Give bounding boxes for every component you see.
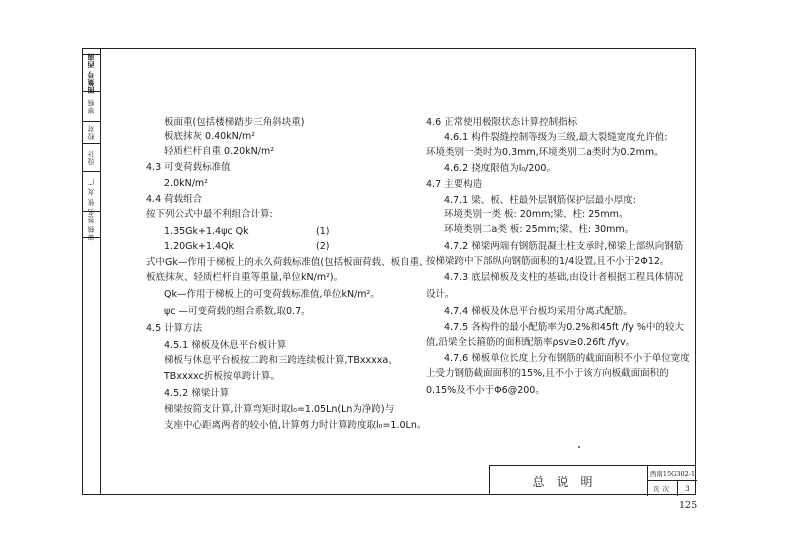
right_column-line-text: 按梯梁跨中下部纵向钢筋面积的1/4设置,且不小于2Φ12。 bbox=[426, 256, 670, 267]
left_column-line bbox=[164, 372, 280, 382]
side-strip-label: 图集号 西南 bbox=[87, 52, 95, 94]
title-block bbox=[489, 465, 696, 495]
right_column-line bbox=[426, 148, 664, 158]
left_column-line bbox=[164, 356, 398, 366]
left_column-line-text: 1.20Gk+1.4Qk bbox=[164, 241, 235, 252]
right_column-line bbox=[426, 386, 545, 396]
left_column-line-text: 4.4 荷载组合 bbox=[146, 194, 203, 205]
right_column-line bbox=[426, 257, 669, 267]
left_column-line-text: 4.5.1 梯板及休息平台板计算 bbox=[164, 340, 287, 351]
right_column-line-text: 4.7.2 梯梁两端有钢筋混凝土柱支承时,梯梁上部纵向钢筋 bbox=[444, 241, 684, 252]
stray-mark bbox=[578, 446, 580, 448]
left_column-line bbox=[164, 389, 229, 399]
side-strip-cell bbox=[82, 208, 101, 241]
right_column-line bbox=[426, 180, 482, 190]
right_column-line-text: 环境类别一类 板: 20mm;梁、柱: 25mm。 bbox=[444, 209, 629, 220]
side-strip-label: 审核 签名 bbox=[87, 208, 95, 241]
right_column-line bbox=[444, 164, 556, 174]
left_column-line-text: 支座中心距离两者的较小值,计算剪力时计算跨度取l₀=1.0Ln。 bbox=[164, 420, 427, 431]
left_column-line bbox=[164, 227, 249, 237]
left_column-line bbox=[164, 405, 394, 415]
left_column-line-text: 4.5 计算方法 bbox=[146, 323, 203, 334]
right_column-line-text: 值,沿梁全长箍筋的面积配筋率ρsv≥0.26ft /fyv。 bbox=[426, 337, 636, 348]
left_column-line bbox=[164, 147, 274, 157]
right_column-line bbox=[444, 196, 636, 206]
right_column-line-text: 设计。 bbox=[426, 289, 455, 300]
right_column-line bbox=[426, 369, 669, 379]
right_column-line bbox=[444, 354, 690, 364]
left_column-line-text: 轻质栏杆自重 0.20kN/m² bbox=[164, 146, 275, 157]
sheet-title: 总说明 bbox=[490, 466, 648, 496]
left_column-line-text: 4.3 可变荷载标准值 bbox=[146, 162, 231, 173]
right_column-line-text: 4.7.4 梯板及休息平台板均采用分离式配筋。 bbox=[444, 306, 633, 317]
right_column-line-text: 上受力钢筋截面面积的15%,且不小于该方向板截面面积的 bbox=[426, 368, 669, 379]
right_column-line bbox=[444, 210, 628, 220]
left_column-line-text: 式中Gk—作用于梯板上的永久荷载标准值(包括板面荷载、板自重、 bbox=[146, 257, 429, 268]
right_column-line bbox=[444, 225, 634, 235]
right_column-line bbox=[444, 133, 667, 143]
left_column-line-text: 板底抹灰、轻质栏杆自重等重量,单位kN/m²)。 bbox=[146, 272, 344, 283]
right_column-line-text: 0.15%及不小于Φ6@200。 bbox=[426, 385, 545, 396]
right_column-line bbox=[444, 307, 633, 317]
formula-number: (1) bbox=[316, 226, 330, 237]
left_column-line bbox=[164, 132, 255, 142]
left_column-line bbox=[146, 210, 273, 220]
right_column-line-text: 环境类别二a类 板: 25mm;梁、柱: 30mm。 bbox=[444, 224, 635, 235]
side-strip-cell bbox=[82, 122, 101, 144]
book-page-number: 125 bbox=[679, 500, 698, 511]
right_column-line-text: 4.7.5 各构件的最小配筋率为0.2%和45ft /fy %中的较大 bbox=[444, 322, 684, 333]
page-label: 页次 bbox=[648, 481, 678, 496]
left_column-line bbox=[164, 118, 304, 128]
left_column-line bbox=[164, 179, 208, 189]
right_column-line bbox=[426, 290, 455, 300]
side-strip-cell bbox=[82, 144, 101, 172]
right_column-line bbox=[426, 338, 635, 348]
left_column-line-text: Qk—作用于梯板上的可变荷载标准值,单位kN/m²。 bbox=[164, 289, 380, 300]
atlas-number: 西南15G302-1 bbox=[648, 466, 697, 481]
right_column-line-text: 4.7.3 底层梯板及支柱的基础,由设计者根据工程具体情况 bbox=[444, 272, 684, 283]
side-signature-strip bbox=[82, 48, 101, 495]
right_column-line-text: 4.7.6 梯板单位长度上分布钢筋的截面面积不小于单位宽度 bbox=[444, 353, 690, 364]
right_column-line-text: 4.6.2 挠度限值为l₀/200。 bbox=[444, 163, 556, 174]
side-strip-cell bbox=[82, 172, 101, 212]
side-strip-label: 审核 bbox=[87, 99, 95, 114]
left_column-line-text: TBxxxxc折板按单跨计算。 bbox=[164, 371, 280, 382]
left_column-line bbox=[146, 195, 202, 205]
left_column-line-text: 按下列公式中最不利组合计算: bbox=[146, 209, 273, 220]
left_column-line bbox=[164, 307, 311, 317]
left_column-line-text: 梯梁按简支计算,计算弯矩时取l₀=1.05Ln(Ln为净跨)与 bbox=[164, 404, 395, 415]
right_column-line bbox=[444, 242, 683, 252]
side-strip-label: 张 友 广 bbox=[87, 177, 95, 206]
left_column-line bbox=[164, 290, 380, 300]
side-strip-label: 校对 bbox=[87, 125, 95, 140]
left_column-line-text: 4.5.2 梯梁计算 bbox=[164, 388, 230, 399]
left_column-line-text: ψc —可变荷载的组合系数,取0.7。 bbox=[164, 306, 311, 317]
left_column-line-text: 梯板与休息平台板按二跨和三跨连续板计算,TBxxxxa、 bbox=[164, 355, 398, 366]
left_column-line-text: 板面重(包括楼梯踏步三角斜块重) bbox=[164, 117, 305, 128]
right_column-line-text: 4.6 正常使用极限状态计算控制指标 bbox=[426, 117, 578, 128]
left_column-line bbox=[164, 242, 234, 252]
formula-number: (2) bbox=[316, 241, 330, 252]
left_column-line-text: 2.0kN/m² bbox=[164, 178, 208, 189]
left_column-line bbox=[146, 273, 343, 283]
right_column-line-text: 环境类别一类时为0.3mm,环境类别二a类时为0.2mm。 bbox=[426, 147, 664, 158]
right_column-line bbox=[444, 273, 683, 283]
left_column-line bbox=[146, 163, 231, 173]
left_column-line bbox=[164, 421, 426, 431]
right_column-line-text: 4.7 主要构造 bbox=[426, 179, 483, 190]
left_column-line bbox=[164, 341, 286, 351]
right_column-line-text: 4.7.1 梁、板、柱最外层钢筋保护层最小厚度: bbox=[444, 195, 636, 206]
left_column-line bbox=[146, 324, 202, 334]
left_column-line-text: 1.35Gk+1.4ψc Qk bbox=[164, 226, 249, 237]
left_column-line bbox=[146, 258, 429, 268]
side-strip-cell bbox=[82, 92, 101, 122]
right_column-line bbox=[426, 118, 577, 128]
left_column-line-text: 板底抹灰 0.40kN/m² bbox=[164, 131, 256, 142]
right_column-line bbox=[444, 323, 684, 333]
side-strip-cell bbox=[82, 54, 101, 92]
sheet-page-number: 3 bbox=[685, 484, 690, 493]
right_column-line-text: 4.6.1 构件裂缝控制等级为三级,最大裂缝宽度允许值: bbox=[444, 132, 668, 143]
side-strip-label: 设计 bbox=[87, 150, 95, 165]
